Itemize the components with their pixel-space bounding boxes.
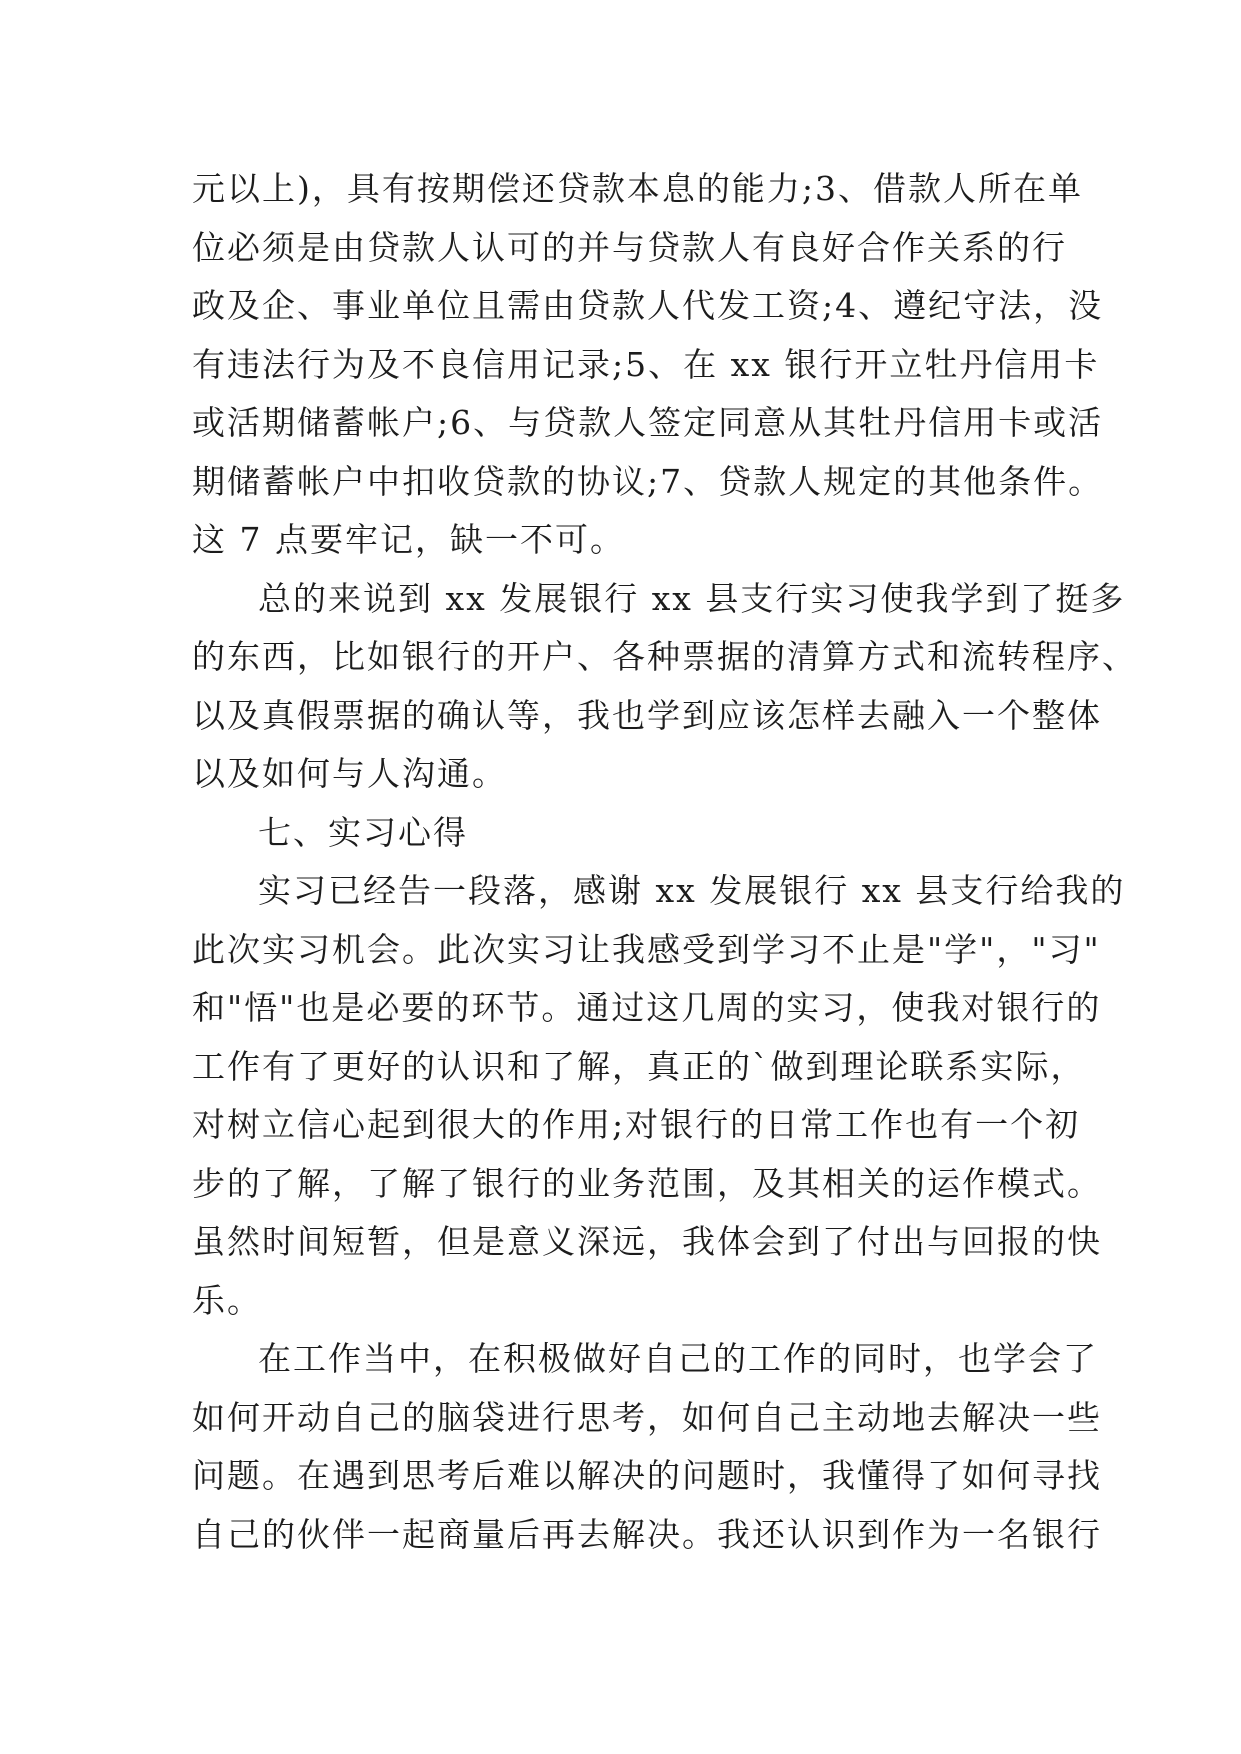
text-line: 此次实习机会。此次实习让我感受到学习不止是"学"，"习" [192,929,1101,969]
text-line: 在工作当中，在积极做好自己的工作的同时，也学会了 [258,1339,1098,1378]
text-line: 期储蓄帐户中扣收贷款的协议;7、贷款人规定的其他条件。 [192,461,1104,501]
heading-text: 七、实习心得 [258,812,468,852]
text-line: 步的了解，了解了银行的业务范围，及其相关的运作模式。 [192,1163,1102,1203]
text-line: 和"悟"也是必要的环节。通过这几周的实习，使我对银行的 [192,988,1102,1027]
text-line: 位必须是由贷款人认可的并与贷款人有良好合作关系的行 [192,227,1067,267]
text-line: 问题。在遇到思考后难以解决的问题时，我懂得了如何寻找 [192,1456,1102,1495]
text-line: 乐。 [192,1280,262,1320]
text-line: 虽然时间短暂，但是意义深远，我体会到了付出与回报的快 [192,1222,1102,1261]
text-line: 以及真假票据的确认等，我也学到应该怎样去融入一个整体 [192,695,1102,735]
text-line: 政及企、事业单位且需由贷款人代发工资;4、遵纪守法，没 [192,286,1104,325]
section-heading [192,804,1072,863]
text-line: 的东西，比如银行的开户、各种票据的清算方式和流转程序、 [192,637,1137,676]
text-line: 元以上)，具有按期偿还贷款本息的能力;3、借款人所在单 [192,169,1083,208]
text-line: 总的来说到 xx 发展银行 xx 县支行实习使我学到了挺多 [258,578,1126,618]
paragraph-summary [192,570,1137,804]
text-line: 工作有了更好的认识和了解，真正的`做到理论联系实际， [192,1046,1086,1086]
text-line: 或活期储蓄帐户;6、与贷款人签定同意从其牡丹信用卡或活 [192,403,1104,442]
text-line: 这 7 点要牢记，缺一不可。 [192,520,625,559]
text-line: 以及如何与人沟通。 [192,754,507,793]
paragraph-loan-conditions [192,160,1104,570]
text-line: 有违法行为及不良信用记录;5、在 xx 银行开立牡丹信用卡 [192,344,1100,384]
text-line: 实习已经告一段落，感谢 xx 发展银行 xx 县支行给我的 [258,871,1126,910]
text-line: 对树立信心起到很大的作用;对银行的日常工作也有一个初 [192,1105,1081,1144]
paragraph-work-experience [192,1330,1102,1564]
text-line: 自己的伙伴一起商量后再去解决。我还认识到作为一名银行 [192,1514,1102,1554]
paragraph-reflection [192,862,1126,1330]
text-line: 如何开动自己的脑袋进行思考，如何自己主动地去解决一些 [192,1397,1102,1437]
document-body [192,160,1137,1564]
